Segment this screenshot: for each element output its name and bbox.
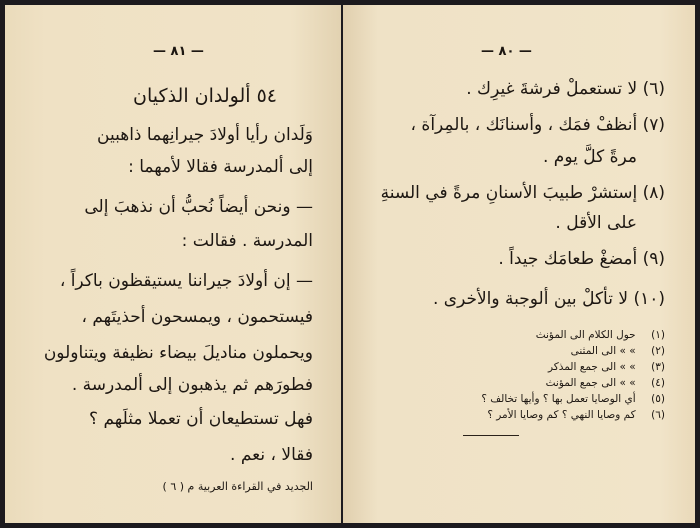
story-line: فيستحمون ، ويمسحون أحذيتَهم ، <box>81 307 313 327</box>
exercise-number: (٢) <box>651 345 665 357</box>
advice-item: (٧) أنظفْ فمَك ، وأسنانَك ، بالمِرآة ، <box>410 115 665 135</box>
story-line: فقالا ، نعم . <box>230 445 313 465</box>
story-line: وَلَدان رأيا أولادَ جيرانِهما ذاهبين <box>97 125 313 145</box>
advice-item: على الأقل . <box>555 213 637 233</box>
advice-item: (٨) إستشرْ طبيبَ الأسنانِ مرةً في السنةِ <box>380 183 665 203</box>
exercise-item <box>481 393 665 405</box>
advice-item: (٩) أمضغْ طعامَك جيداً . <box>498 249 665 269</box>
exercise-text: أي الوصايا تعمل بها ؟ وأيها تخالف ؟ <box>481 393 636 405</box>
right-page-number: — ٨٠ — <box>481 44 532 59</box>
exercise-number: (٥) <box>651 393 665 405</box>
exercise-text: » » الى المثنى <box>570 345 636 357</box>
exercise-item <box>487 409 665 421</box>
exercise-number: (٣) <box>651 361 665 373</box>
exercise-item <box>548 361 665 373</box>
story-line: فهل تستطيعان أن تعملا مثلَهم ؟ <box>89 409 313 429</box>
exercise-number: (٦) <box>651 409 665 421</box>
advice-item: (١٠) لا تأكلْ بين ألوجبة والأخرى . <box>432 289 665 309</box>
section-rule <box>463 435 519 436</box>
exercise-item <box>546 377 665 389</box>
exercise-item <box>536 329 665 341</box>
story-line: إلى ألمدرسة فقالا لأمهما : <box>128 157 313 177</box>
left-page-footer: الجديد في القراءة العربية م ( ٦ ) <box>162 480 313 493</box>
story-line: — ونحن أيضاً نُحبُّ أن نذهبَ إلى <box>84 197 313 217</box>
story-line: فطورَهم ثم يذهبون إلى ألمدرسة . <box>71 375 313 395</box>
advice-item: (٦) لا تستعملْ فرشةَ غيرِك . <box>466 79 665 99</box>
exercise-number: (١) <box>651 329 665 341</box>
left-page-number: — ٨١ — <box>153 44 204 59</box>
story-line: ويحملون مناديلَ بيضاء نظيفة ويتناولون <box>43 343 313 363</box>
exercise-number: (٤) <box>651 377 665 389</box>
story-line: المدرسة . فقالت : <box>181 231 313 251</box>
exercise-text: كم وصايا النهي ؟ كم وصايا الأمر ؟ <box>487 409 636 421</box>
exercise-item <box>571 345 665 357</box>
left-page <box>5 5 341 523</box>
exercise-text: حول الكلام الى المؤنث <box>535 329 636 341</box>
advice-item: مرةً كلَّ يوم . <box>542 147 637 167</box>
exercise-text: » » الى جمع المذكر <box>547 361 636 373</box>
exercise-text: » » الى جمع المؤنث <box>545 377 636 389</box>
story-line: — إن أولادَ جيراننا يستيقظون باكراً ، <box>59 271 313 291</box>
lesson-title: ٥٤ ألولدان الذكيان <box>133 85 277 107</box>
right-page <box>343 5 695 523</box>
